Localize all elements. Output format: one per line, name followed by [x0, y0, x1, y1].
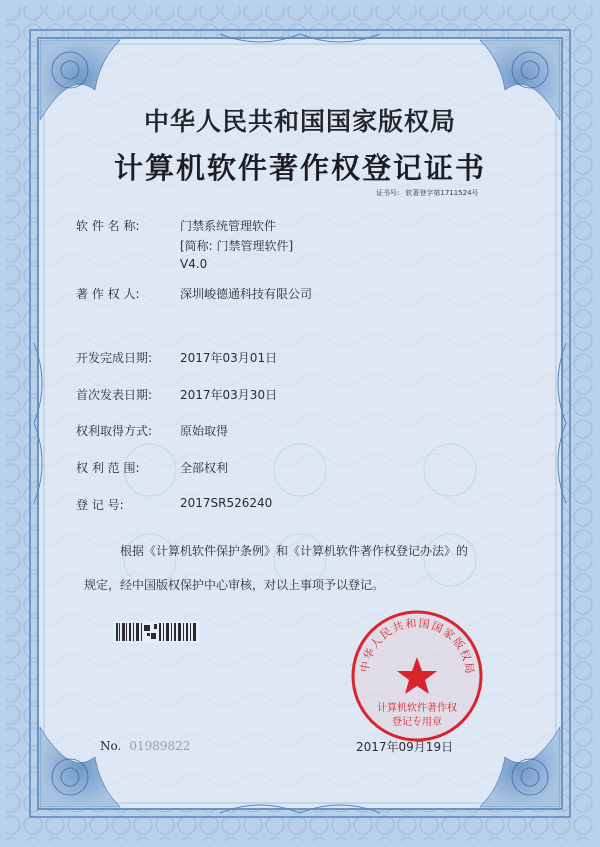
- issuer-title: 中华人民共和国国家版权局: [143, 107, 456, 136]
- seal-inner-line-1: 计算机软件著作权: [377, 703, 457, 714]
- field-value-version: V4.0: [180, 257, 208, 271]
- statement-line-1: 根据《计算机软件保护条例》和《计算机软件著作权登记办法》的: [120, 544, 469, 558]
- field-label-software-name: 软 件 名 称:: [76, 219, 140, 233]
- field-value-software-name: 门禁系统管理软件: [180, 219, 277, 233]
- field-label-publish-date: 首次发表日期:: [76, 388, 153, 402]
- certificate-number-value: 软著登字第1711524号: [405, 189, 479, 197]
- field-value-registration-number: 2017SR526240: [180, 496, 273, 510]
- issue-date: 2017年09月19日: [356, 740, 454, 754]
- field-value-publish-date: 2017年03月30日: [180, 388, 278, 402]
- seal-inner-line-2: 登记专用章: [392, 717, 442, 728]
- field-value-rights-scope: 全部权利: [180, 461, 229, 475]
- certificate-title: 计算机软件著作权登记证书: [113, 151, 486, 185]
- barcode: [114, 621, 200, 643]
- certificate-number-label: 证书号:: [376, 189, 400, 197]
- statement-paragraph: [84, 534, 544, 602]
- seal-ring-text: 中华人民共和国国家版权局: [357, 616, 477, 676]
- field-label-acquisition-method: 权利取得方式:: [76, 424, 153, 438]
- serial-number: [100, 739, 190, 753]
- field-value-completion-date: 2017年03月01日: [180, 351, 278, 365]
- serial-number-label: No.: [100, 739, 122, 753]
- field-label-registration-number: 登 记 号:: [76, 498, 124, 512]
- field-label-owner: 著 作 权 人:: [76, 287, 140, 301]
- field-value-owner: 深圳峻德通科技有限公司: [180, 287, 313, 301]
- official-seal: [348, 607, 486, 745]
- field-value-short-name: [简称: 门禁管理软件]: [180, 239, 294, 253]
- field-label-rights-scope: 权 利 范 围:: [76, 461, 140, 475]
- field-label-completion-date: 开发完成日期:: [76, 351, 153, 365]
- certificate-number: [376, 188, 485, 198]
- field-value-acquisition-method: 原始取得: [180, 424, 229, 438]
- statement-line-2: 规定，经中国版权保护中心审核，对以上事项予以登记。: [84, 578, 385, 592]
- serial-number-value: 01989822: [129, 739, 191, 753]
